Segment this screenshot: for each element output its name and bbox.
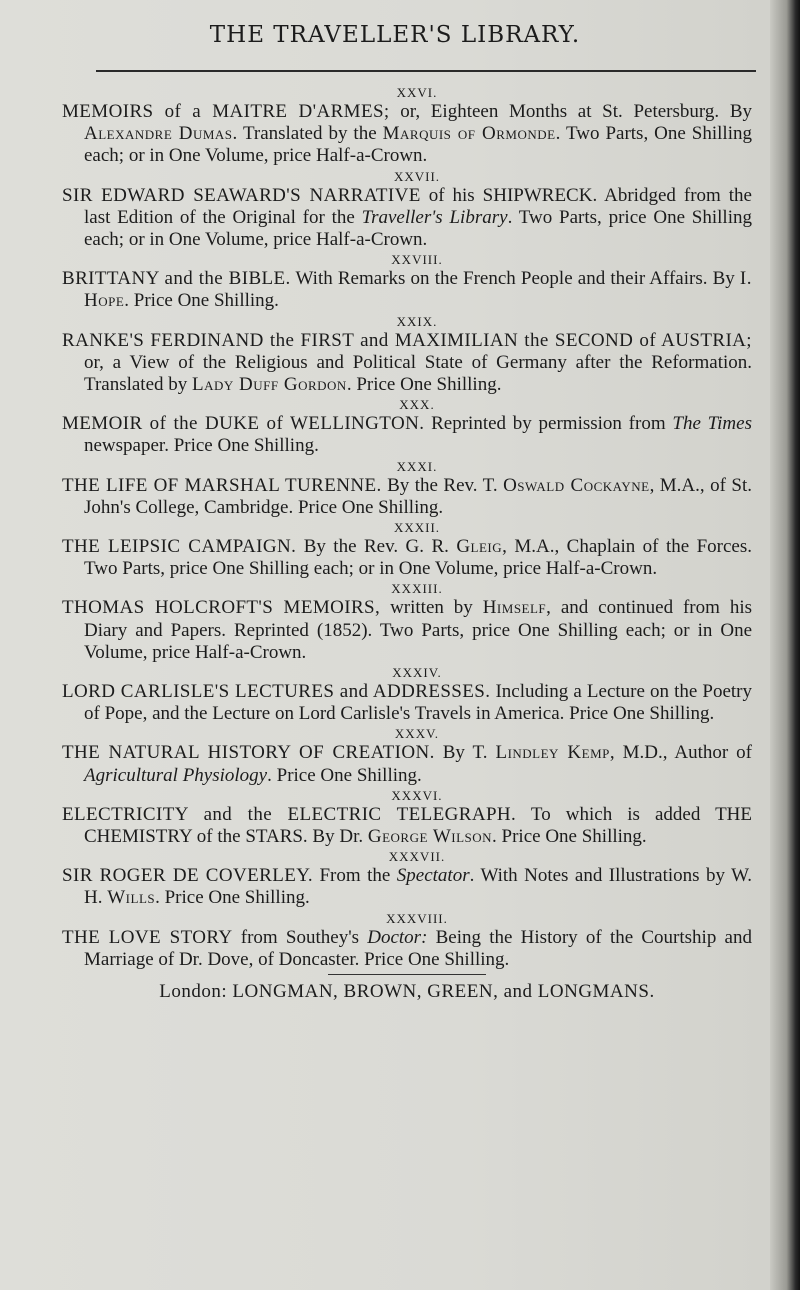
entry-number: XXVIII.: [391, 252, 443, 268]
entry-number: XXVII.: [393, 168, 441, 184]
catalogue-entry: [62, 475, 752, 519]
entry-author: Lady Duff Gordon: [192, 374, 347, 396]
entry-text: . Price One Shilling.: [155, 887, 310, 909]
entry-italic: Doctor:: [367, 926, 428, 948]
entry-text: . Price One Shilling.: [124, 290, 279, 312]
entry-italic: Traveller's Library: [361, 206, 508, 228]
catalogue-entry: [62, 742, 752, 786]
entry-author: Gleig: [456, 536, 503, 558]
entry-title: SIR EDWARD SEAWARD'S NARRATIVE: [62, 184, 421, 206]
entry-text: By the Rev. G. R.: [296, 536, 457, 558]
entry-number: XXXIV.: [392, 665, 442, 681]
entry-title: MEMOIRS of a MAITRE D'ARMES;: [62, 101, 390, 122]
catalogue-entry: [62, 804, 752, 848]
entry-author: Oswald Cockayne: [503, 474, 650, 496]
entry-italic: Agricultural Physiology: [84, 764, 268, 786]
entry-title: RANKE'S FERDINAND the FIRST and MAXIMILIAN the SECOND of AUSTRIA;: [62, 329, 752, 351]
entry-text: or, a View of the Religious and Political State of Germany after the Reformation. Translated by: [84, 351, 752, 396]
entry-number: XXXVII.: [388, 849, 446, 865]
entry-text: . Two Parts, price One Shilling each; or in One Volume, price Half-a-Crown.: [84, 206, 752, 251]
entry-title: THOMAS HOLCROFT'S MEMOIRS,: [62, 597, 381, 619]
entry-text: By the Rev. T.: [381, 474, 504, 496]
entry-text: . With Notes and Illustrations by W. H.: [84, 865, 753, 909]
entry-text: , M.D., Author of: [609, 742, 752, 764]
catalogue-entry: [62, 865, 752, 909]
entry-title: BRITTANY and the BIBLE.: [62, 268, 291, 290]
catalogue-list: [62, 84, 752, 1003]
entry-title: THE LOVE STORY: [62, 926, 233, 948]
catalogue-entry: [62, 101, 752, 168]
entry-text: . Translated by the: [232, 123, 383, 145]
entry-text: From the: [313, 865, 397, 887]
catalogue-entry: [62, 681, 752, 725]
entry-author: Wills: [107, 887, 156, 909]
entry-number: XXXI.: [396, 458, 438, 474]
entry-title: SIR ROGER DE COVERLEY.: [62, 865, 314, 887]
entry-number: XXXVIII.: [386, 910, 448, 926]
entry-text: . Price One Shilling.: [492, 826, 647, 848]
entry-text: . Price One Shilling.: [346, 374, 502, 396]
entry-number: XXXIII.: [391, 581, 443, 597]
entry-number: XXX.: [399, 397, 435, 413]
entry-text: , M.A., Chaplain of the Forces. Two Parts, price One Shilling each; or in One Volume, price Half-a-Crown.: [84, 536, 753, 580]
entry-author: I. Hope: [84, 268, 752, 312]
header-rule: [96, 70, 756, 72]
entry-title: THE LIFE OF MARSHAL TURENNE.: [62, 474, 382, 496]
entry-italic: Spectator: [396, 865, 470, 887]
catalogue-entry: [62, 268, 752, 312]
entry-text: written by: [380, 597, 483, 619]
entry-text: By T.: [434, 742, 496, 764]
catalogue-entry: [62, 330, 752, 397]
entry-number: XXIX.: [396, 313, 438, 329]
entry-text: newspaper. Price One Shilling.: [84, 435, 319, 457]
publisher-imprint: London: LONGMAN, BROWN, GREEN, and LONGMANS.: [159, 981, 655, 1003]
entry-title: THE LEIPSIC CAMPAIGN.: [62, 536, 297, 558]
entry-title: THE NATURAL HISTORY OF CREATION.: [62, 742, 435, 764]
entry-text: . Price One Shilling.: [267, 764, 422, 786]
entry-text: Reprinted by permission from: [424, 413, 673, 435]
entry-text: Including a Lecture on the Poetry of Pope, and the Lecture on Lord Carlisle's Travels in America. Price One Shilling.: [84, 681, 752, 725]
catalogue-entry: [62, 413, 752, 457]
entry-text: , and continued from his Diary and Papers. Reprinted (1852). Two Parts, price One Shilling each; or in One Volume, price Half-a-Crown.: [84, 597, 752, 663]
entry-number: XXXII.: [393, 520, 441, 536]
entry-author: George Wilson: [367, 826, 493, 848]
catalogue-entry: [62, 185, 752, 252]
entry-title: MEMOIR of the DUKE of WELLINGTON.: [62, 413, 425, 435]
entry-text: or, Eighteen Months at St. Petersburg. By: [389, 101, 752, 122]
entry-text: With Remarks on the French People and their Affairs. By: [290, 268, 740, 290]
entry-author: Alexandre Dumas: [84, 123, 233, 145]
entry-text: , M.A., of St. John's College, Cambridge. Price One Shilling.: [84, 474, 753, 518]
catalogue-entry: [62, 597, 752, 664]
entry-title: LORD CARLISLE'S LECTURES and ADDRESSES.: [62, 681, 491, 703]
entry-number: XXXV.: [394, 726, 440, 742]
entry-text: from Southey's: [232, 926, 368, 948]
entry-author: Marquis of Ormonde: [382, 123, 556, 145]
entry-text: . Two Parts, One Shilling each; or in One Volume, price Half-a-Crown.: [84, 123, 752, 167]
entry-text: To which is added THE CHEMISTRY of the STARS. By Dr.: [84, 803, 752, 848]
entry-text: of his SHIPWRECK. Abridged from the last Edition of the Original for the: [84, 184, 752, 228]
entry-text: Being the History of the Courtship and Marriage of Dr. Dove, of Doncaster. Price One Shilling.: [84, 926, 752, 970]
entry-author: Himself: [482, 597, 547, 619]
entry-number: XXVI.: [396, 85, 438, 100]
page-header: THE TRAVELLER'S LIBRARY.: [209, 22, 581, 48]
entry-title: ELECTRICITY and the ELECTRIC TELEGRAPH.: [62, 803, 517, 825]
entry-number: XXXVI.: [391, 787, 443, 803]
page-edge-shadow: [770, 0, 800, 1290]
footer-rule: [328, 974, 486, 975]
catalogue-entry: [62, 536, 752, 580]
entry-italic: The Times: [672, 413, 752, 435]
entry-author: Lindley Kemp: [495, 742, 610, 764]
catalogue-entry: [62, 927, 752, 971]
